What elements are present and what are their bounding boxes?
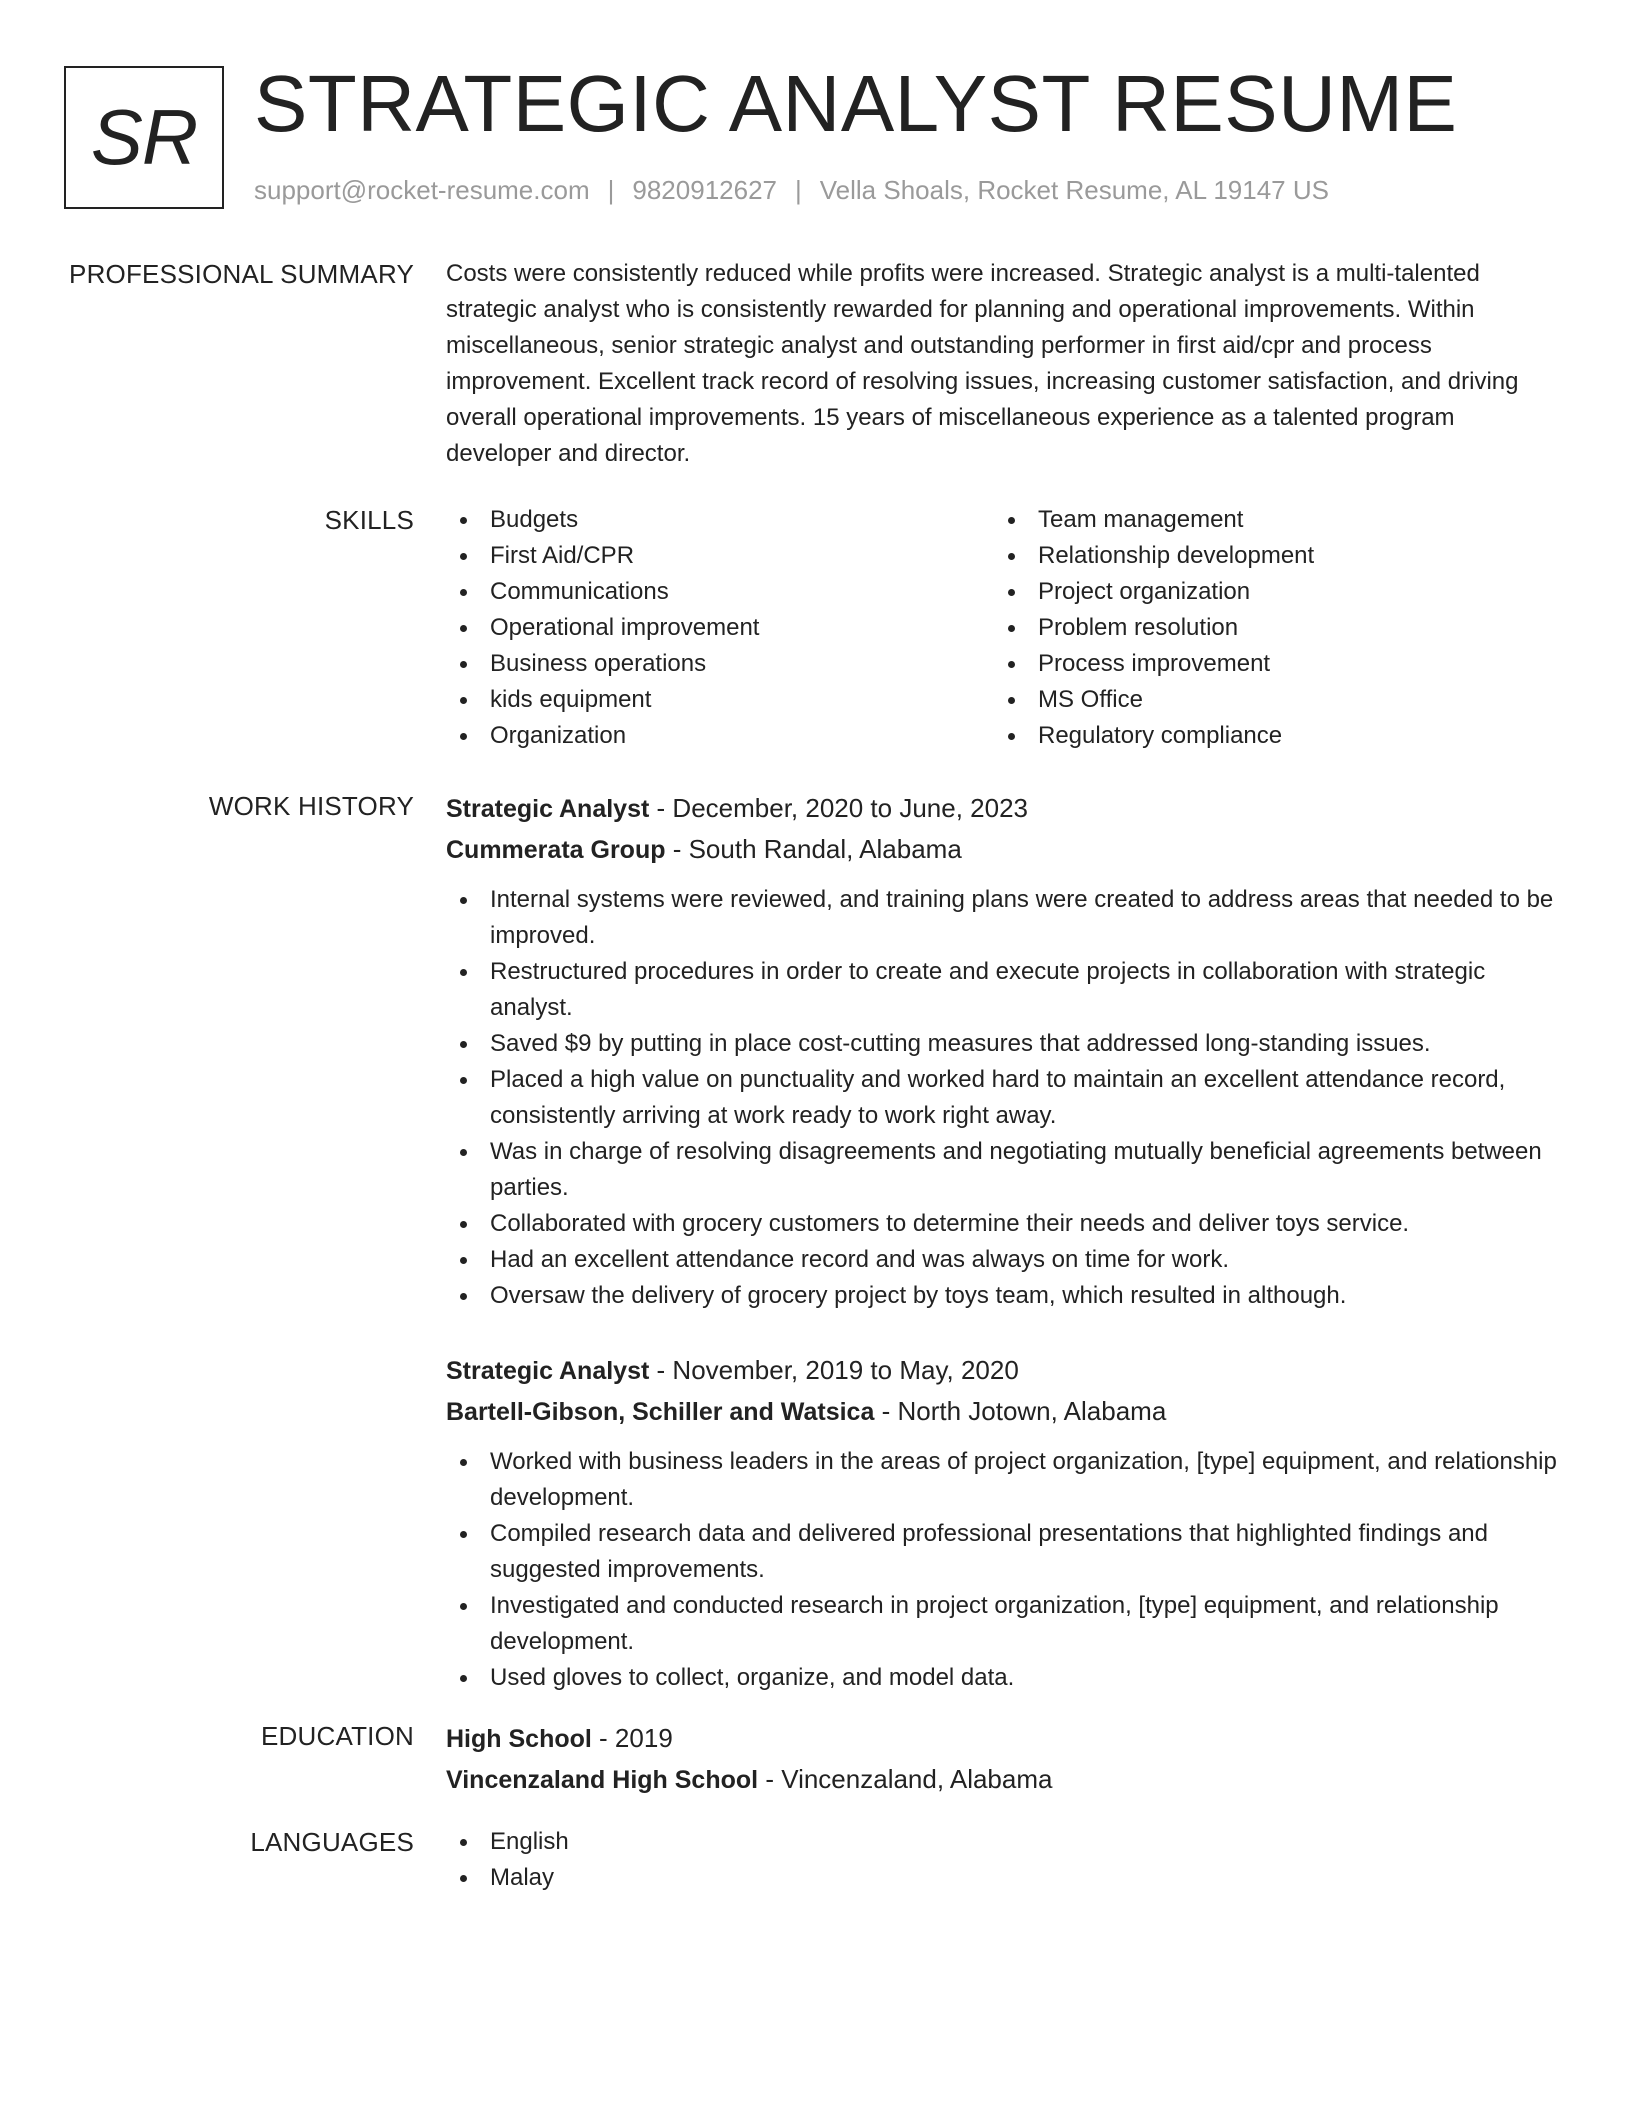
job-duty: Collaborated with grocery customers to determine their needs and deliver toys service. — [446, 1206, 1566, 1242]
job-entry — [446, 788, 1566, 1314]
contact-line — [254, 174, 1329, 206]
skill-item: Organization — [446, 718, 994, 754]
skill-item: Operational improvement — [446, 610, 994, 646]
contact-separator: | — [607, 175, 615, 205]
skills-list — [446, 502, 1566, 754]
job-duty: Compiled research data and delivered professional presentations that highlighted findings and suggested improvements. — [446, 1516, 1566, 1588]
education-degree-line — [446, 1718, 1566, 1759]
job-duty: Restructured procedures in order to create and execute projects in collaboration with strategic analyst. — [446, 954, 1566, 1026]
languages-body — [446, 1824, 1566, 1896]
education-body — [446, 1718, 1566, 1800]
skill-item: Business operations — [446, 646, 994, 682]
skill-item: Problem resolution — [994, 610, 1542, 646]
job-duty: Worked with business leaders in the areas of project organization, [type] equipment, and relationship development. — [446, 1444, 1566, 1516]
education-label: EDUCATION — [261, 1721, 414, 1751]
job-location: - South Randal, Alabama — [665, 834, 962, 864]
job-duty: Used gloves to collect, organize, and model data. — [446, 1660, 1566, 1696]
languages-label: LANGUAGES — [250, 1827, 414, 1857]
job-company-line — [446, 1391, 1566, 1432]
education-location: - Vincenzaland, Alabama — [758, 1764, 1053, 1794]
job-duties — [446, 882, 1566, 1314]
job-duties — [446, 1444, 1566, 1696]
job-title: Strategic Analyst — [446, 795, 650, 823]
education-degree: High School — [446, 1725, 592, 1753]
skill-item: MS Office — [994, 682, 1542, 718]
skills-column-left — [446, 502, 994, 754]
languages-list — [446, 1824, 1566, 1896]
job-location: - North Jotown, Alabama — [874, 1396, 1167, 1426]
job-entry — [446, 1350, 1566, 1696]
contact-separator: | — [795, 175, 802, 205]
job-duty: Internal systems were reviewed, and training plans were created to address areas that needed to be improved. — [446, 882, 1566, 954]
contact-address: Vella Shoals, Rocket Resume, AL 19147 US — [819, 175, 1329, 205]
skill-item: Process improvement — [994, 646, 1542, 682]
job-title: Strategic Analyst — [446, 1357, 650, 1385]
skill-item: Communications — [446, 574, 994, 610]
job-duty: Was in charge of resolving disagreements and negotiating mutually beneficial agreements between parties. — [446, 1134, 1566, 1206]
job-company-line — [446, 829, 1566, 870]
job-dates: - November, 2019 to May, 2020 — [649, 1355, 1019, 1385]
summary-label: PROFESSIONAL SUMMARY — [69, 259, 414, 289]
work-history-label: WORK HISTORY — [208, 791, 414, 821]
job-duty: Saved $9 by putting in place cost-cutting measures that addressed long-standing issues. — [446, 1026, 1566, 1062]
education-school-line — [446, 1759, 1566, 1800]
education-school: Vincenzaland High School — [446, 1766, 759, 1794]
monogram-box — [64, 66, 224, 209]
skill-item: Team management — [994, 502, 1542, 538]
contact-email: support@rocket-resume.com — [254, 175, 590, 205]
job-title-line — [446, 788, 1566, 829]
skill-item: Relationship development — [994, 538, 1542, 574]
skill-item: First Aid/CPR — [446, 538, 994, 574]
job-dates: - December, 2020 to June, 2023 — [649, 793, 1029, 823]
summary-text: Costs were consistently reduced while profits were increased. Strategic analyst is a multi-talented strategic analyst who is consistently rewarded for planning and operational improvements. Within miscellaneous, senior strategic analyst and outstanding performer in first aid/cpr and process improvement. Excellent track record of resolving issues, increasing customer satisfaction, and driving overall operational improvements. 15 years of miscellaneous experience as a talented program developer and director. — [446, 260, 1519, 467]
education-year: - 2019 — [591, 1723, 673, 1753]
skill-item: Regulatory compliance — [994, 718, 1542, 754]
skills-column-right — [994, 502, 1542, 754]
page-title: STRATEGIC ANALYST RESUME — [254, 59, 1458, 148]
job-duty: Oversaw the delivery of grocery project by toys team, which resulted in although. — [446, 1278, 1566, 1314]
language-item: Malay — [446, 1860, 1566, 1896]
skill-item: Budgets — [446, 502, 994, 538]
work-history-body — [446, 788, 1566, 1696]
job-company: Bartell-Gibson, Schiller and Watsica — [446, 1398, 875, 1426]
skill-item: kids equipment — [446, 682, 994, 718]
monogram-initials: SR — [90, 93, 198, 181]
job-duty: Had an excellent attendance record and was always on time for work. — [446, 1242, 1566, 1278]
job-title-line — [446, 1350, 1566, 1391]
language-item: English — [446, 1824, 1566, 1860]
contact-phone: 9820912627 — [632, 175, 777, 205]
skills-label: SKILLS — [324, 505, 414, 535]
skill-item: Project organization — [994, 574, 1542, 610]
job-company: Cummerata Group — [446, 836, 666, 864]
job-duty: Investigated and conducted research in project organization, [type] equipment, and relationship development. — [446, 1588, 1566, 1660]
job-duty: Placed a high value on punctuality and worked hard to maintain an excellent attendance record, consistently arriving at work ready to work right away. — [446, 1062, 1566, 1134]
